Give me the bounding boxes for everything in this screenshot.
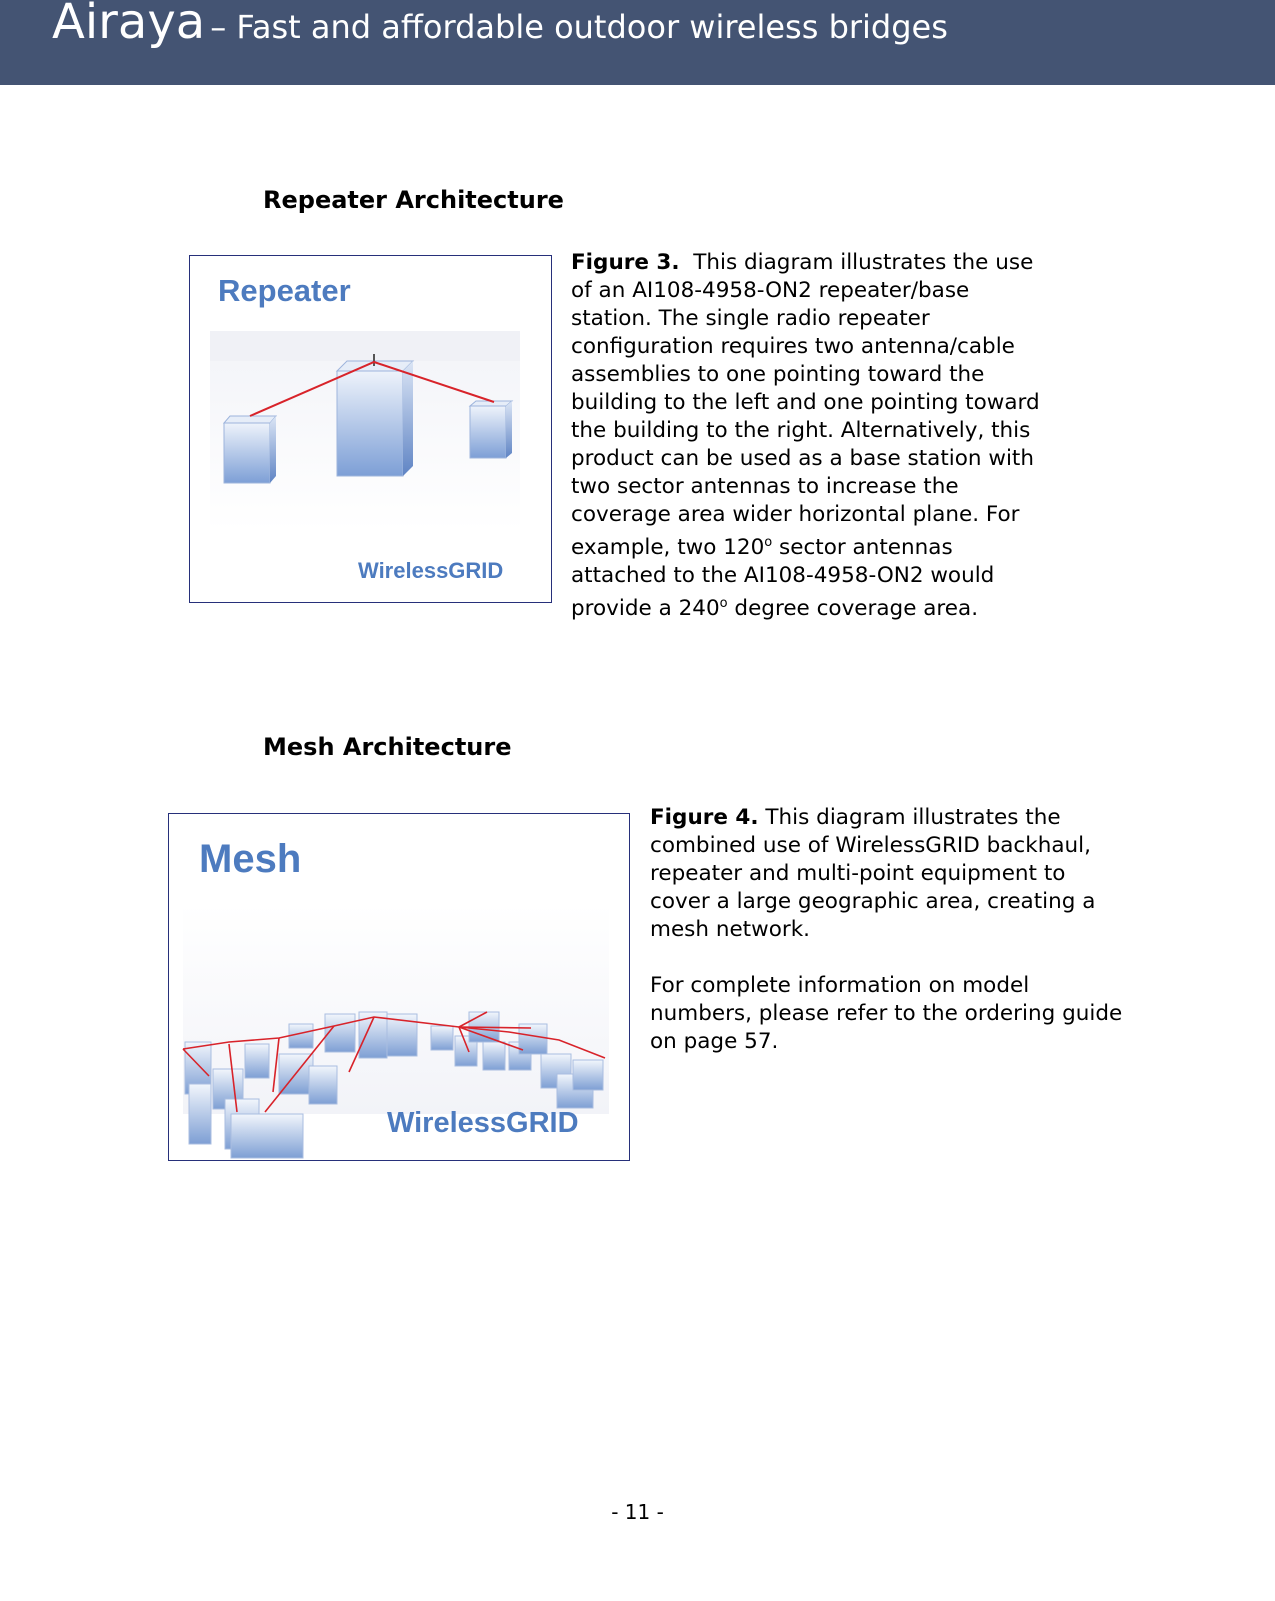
figure4-label: Figure 4.: [650, 805, 759, 830]
caption-line-11b: sector antennas: [772, 535, 953, 561]
caption-line-11: [571, 529, 1040, 562]
right-building: [470, 401, 512, 458]
caption-line: [571, 249, 1040, 277]
page-number: - 11 -: [611, 1500, 664, 1524]
caption-line-10: coverage area wider horizontal plane. For: [571, 502, 1020, 527]
ground-band: [210, 331, 520, 361]
figure3-label: Figure 3.: [571, 250, 680, 275]
caption-line-7: numbers, please refer to the ordering guide: [650, 1001, 1123, 1026]
mesh-figure: [168, 813, 630, 1161]
header-banner: [0, 0, 1275, 85]
figure4-caption: [650, 804, 1122, 1056]
caption-line-5: assemblies to one pointing toward the: [571, 362, 985, 387]
caption-line-3: repeater and multi-point equipment to: [650, 861, 1066, 886]
brand-name: Airaya: [52, 0, 206, 50]
caption-line-11a: example, two 120: [571, 535, 765, 561]
repeater-figure-brand: WirelessGRID: [358, 558, 504, 583]
caption-line-8: on page 57.: [650, 1029, 779, 1054]
caption-line-2: combined use of WirelessGRID backhaul,: [650, 833, 1091, 858]
banner-text: [52, 0, 948, 50]
caption-line-2: of an AI108-4958-ON2 repeater/base: [571, 278, 970, 303]
repeater-heading: Repeater Architecture: [263, 186, 564, 214]
caption-line: [650, 804, 1122, 832]
caption-line-13b: degree coverage area.: [727, 596, 979, 622]
repeater-figure: [189, 255, 552, 603]
tagline: – Fast and affordable outdoor wireless bridges: [210, 8, 948, 46]
caption-line-3: station. The single radio repeater: [571, 306, 930, 331]
caption-line-5: mesh network.: [650, 917, 810, 942]
caption-line-7: the building to the right. Alternatively, this: [571, 418, 1031, 443]
caption-line-13: [571, 590, 1040, 623]
caption-line-13a: provide a 240: [571, 596, 720, 622]
mesh-figure-brand: WirelessGRID: [387, 1107, 579, 1139]
caption-line-1: This diagram illustrates the use: [693, 250, 1034, 275]
caption-line-12: attached to the AI108-4958-ON2 would: [571, 563, 995, 589]
caption-line-1: This diagram illustrates the: [765, 805, 1061, 830]
left-building: [224, 416, 276, 483]
caption-line-4: configuration requires two antenna/cable: [571, 334, 1015, 359]
caption-line-4: cover a large geographic area, creating a: [650, 889, 1096, 914]
caption-line-6: For complete information on model: [650, 973, 1030, 998]
caption-line-6: building to the left and one pointing toward: [571, 390, 1040, 415]
repeater-diagram: [190, 256, 550, 601]
mesh-diagram: [169, 814, 628, 1159]
caption-line-9: two sector antennas to increase the: [571, 474, 959, 499]
paragraph-spacer: [650, 944, 1122, 972]
caption-line-8: product can be used as a base station with: [571, 446, 1034, 471]
degree-sup: o: [764, 535, 773, 550]
mesh-figure-title: Mesh: [199, 837, 302, 881]
figure3-caption: [571, 249, 1040, 623]
repeater-figure-title: Repeater: [218, 273, 351, 308]
degree-sup: o: [719, 596, 728, 612]
mesh-heading: Mesh Architecture: [263, 733, 512, 761]
